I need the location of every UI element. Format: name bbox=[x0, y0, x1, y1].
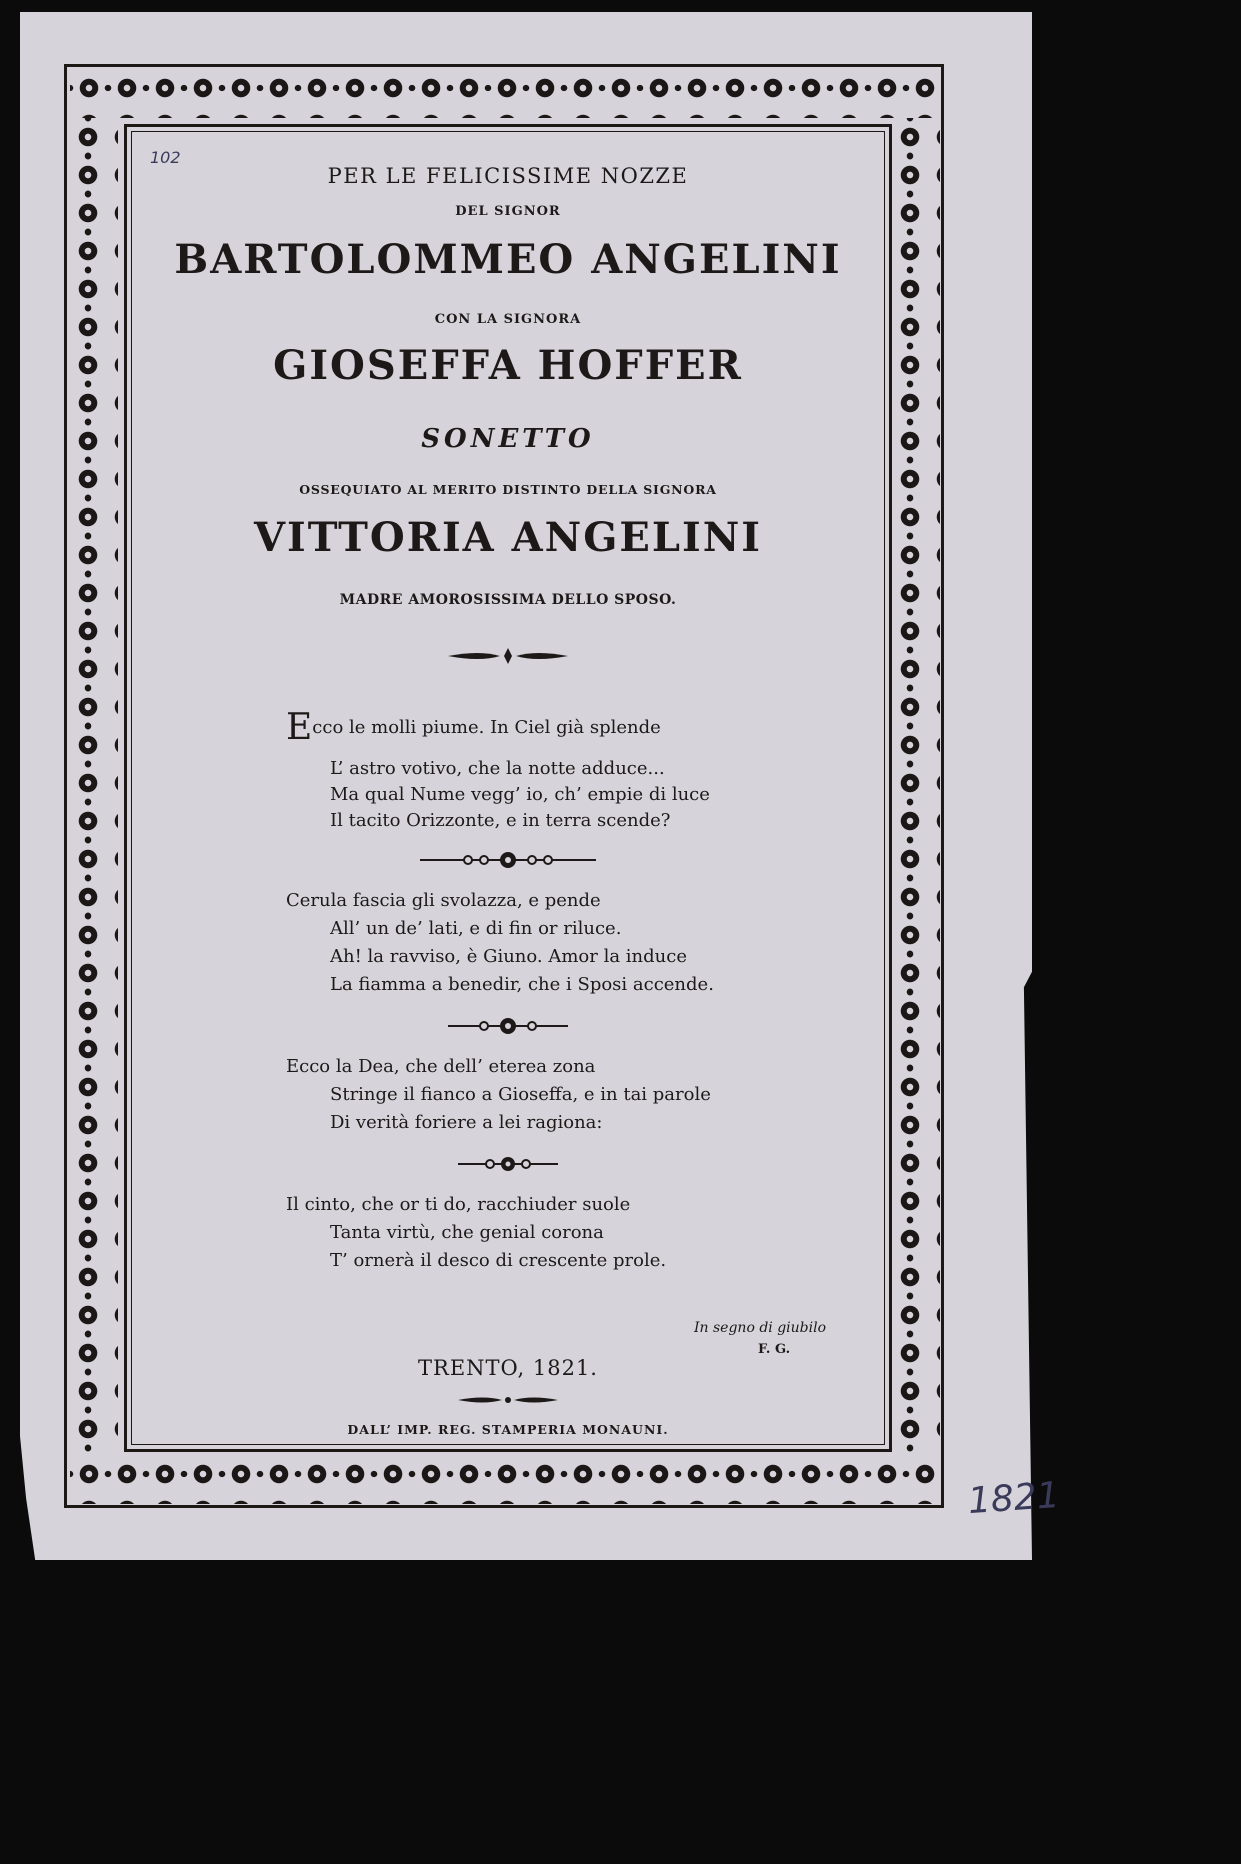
dedicatee-name: VITTORIA ANGELINI bbox=[254, 514, 762, 561]
stanza-2-line-1: Cerula fascia gli svolazza, e pende bbox=[286, 890, 601, 911]
frieze-top bbox=[70, 70, 938, 118]
drop-initial: E bbox=[286, 707, 313, 748]
stanza-3-line-3: Di verità foriere a lei ragiona: bbox=[330, 1112, 603, 1133]
stanza-3-line-2: Stringe il fianco a Gioseffa, e in tai parole bbox=[330, 1084, 711, 1105]
signature-line: In segno di giubilo bbox=[694, 1320, 827, 1336]
dedication-line: OSSEQUIATO AL MERITO DISTINTO DELLA SIGNORA bbox=[299, 482, 717, 497]
year-note: 1821 bbox=[966, 1474, 1061, 1523]
stanza-4-line-2: Tanta virtù, che genial corona bbox=[330, 1222, 604, 1243]
bride-name: GIOSEFFA HOFFER bbox=[273, 342, 743, 389]
heading-line-3: CON LA SIGNORA bbox=[434, 312, 582, 327]
signature-initials: F. G. bbox=[758, 1342, 791, 1357]
stanza-2-line-2: All’ un de’ lati, e di fin or riluce. bbox=[330, 918, 622, 939]
frieze-bottom bbox=[70, 1456, 938, 1504]
stanza-3-line-1: Ecco la Dea, che dell’ eterea zona bbox=[286, 1056, 596, 1077]
stanza-1-line-2: L’ astro votivo, che la notte adduce... bbox=[330, 758, 665, 779]
frieze-left bbox=[70, 118, 118, 1456]
printer-line: DALL’ IMP. REG. STAMPERIA MONAUNI. bbox=[347, 1422, 669, 1437]
stanza-4-line-1: Il cinto, che or ti do, racchiuder suole bbox=[286, 1194, 631, 1215]
dedicatee-role: MADRE AMOROSISSIMA DELLO SPOSO. bbox=[339, 592, 677, 608]
ornament-divider-main bbox=[140, 646, 876, 666]
ornament-divider-footer bbox=[140, 1390, 876, 1410]
place-date: TRENTO, 1821. bbox=[418, 1356, 598, 1380]
heading-line-2: DEL SIGNOR bbox=[455, 204, 561, 219]
ornament-divider-3 bbox=[140, 1154, 876, 1174]
stanza-4-line-3: T’ ornerà il desco di crescente prole. bbox=[330, 1250, 667, 1271]
genre-title: SONETTO bbox=[421, 424, 595, 454]
document-body bbox=[140, 140, 876, 1440]
groom-name: BARTOLOMMEO ANGELINI bbox=[174, 236, 842, 283]
stanza-1-line-1-text: cco le molli piume. In Ciel già splende bbox=[312, 717, 661, 738]
heading-line-1: PER LE FELICISSIME NOZZE bbox=[327, 164, 689, 188]
catalog-number: 102 bbox=[150, 148, 181, 167]
stanza-1-line-3: Ma qual Nume vegg’ io, ch’ empie di luce bbox=[330, 784, 710, 805]
ornament-divider-1 bbox=[140, 850, 876, 870]
stanza-1-line-4: Il tacito Orizzonte, e in terra scende? bbox=[330, 810, 671, 831]
stanza-2-line-4: La fiamma a benedir, che i Sposi accende. bbox=[330, 974, 714, 995]
stanza-2-line-3: Ah! la ravviso, è Giuno. Amor la induce bbox=[330, 946, 688, 967]
ornament-divider-2 bbox=[140, 1016, 876, 1036]
frieze-right bbox=[892, 118, 940, 1456]
stanza-1-line-1 bbox=[286, 707, 661, 748]
